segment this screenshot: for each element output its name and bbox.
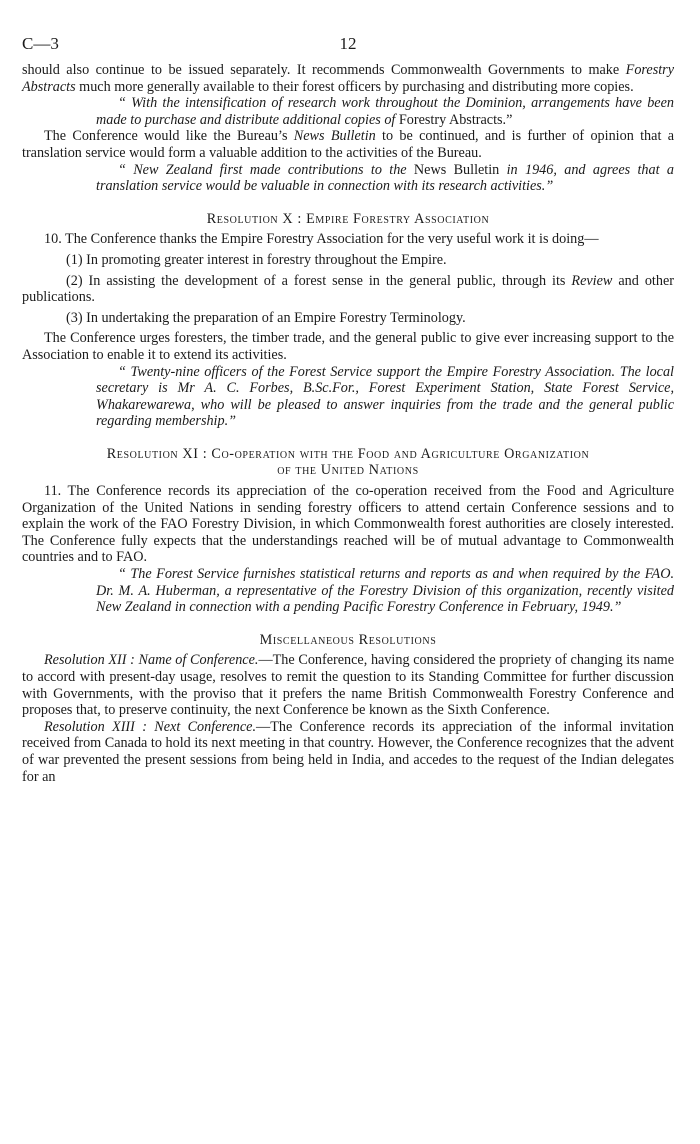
- heading-resolution-xi: [22, 446, 674, 479]
- paragraph-abstracts: should also continue to be issued separately. It recommends Commonwealth Governments to make Forestry Abstracts much more generally available to their forest officers by purchasing and distributing more copies.: [22, 62, 674, 95]
- paragraph-11: 11. The Conference records its appreciation of the co-operation received from the Food and Agriculture Organization of the United Nations in sending forestry officers to attend certain Conference sessions and to explain the work of the FAO Forestry Division, in which Commonwealth forest authorities are closely interested. The Conference fully expects that the understandings reached will be of mutual advantage to Commonwealth countries and to FAO.: [22, 483, 674, 566]
- document-page: [22, 34, 674, 785]
- page-number: 12: [339, 34, 357, 53]
- list-item-1: (1) In promoting greater interest in forestry throughout the Empire.: [66, 251, 447, 268]
- page-header: [22, 34, 674, 62]
- paragraph-news-bulletin: The Conference would like the Bureau’s News Bulletin to be continued, and is further of opinion that a translation service would form a valuable addition to the activities of the Bureau.: [22, 128, 674, 161]
- heading-resolution-xi-line2: of the United Nations: [277, 462, 419, 479]
- list-item-2: (2) In assisting the development of a forest sense in the general public, through its Review and other publications.: [22, 272, 674, 306]
- heading-resolution-xi-line1: Resolution XI : Co-operation with the Food and Agriculture Organization: [106, 445, 590, 462]
- paragraph-10-support: The Conference urges foresters, the timber trade, and the general public to give ever increasing support to the Association to enable it to extend its activities.: [22, 330, 674, 363]
- list-item-3: (3) In undertaking the preparation of an Empire Forestry Terminology.: [66, 309, 466, 326]
- paragraph-13: Resolution XIII : Next Conference.—The Conference records its appreciation of the informal invitation received from Canada to hold its next meeting in that country. However, the Conference recognizes that the advent of war prevented the present sessions from being held in India, and accedes to the request of the Indian delegates for an: [22, 718, 674, 785]
- quote-fao: “ The Forest Service furnishes statistical returns and reports as and when required by the FAO. Dr. M. A. Huberman, a representative of the Forestry Division of this organization, recently visited New Zealand in connection with a pending Pacific Forestry Conference in February, 1949.”: [96, 566, 674, 616]
- heading-resolution-x: Resolution X : Empire Forestry Association: [206, 210, 490, 227]
- quote-forest-service-support: “ Twenty-nine officers of the Forest Service support the Empire Forestry Association. The local secretary is Mr A. C. Forbes, B.Sc.For., Forest Experiment Station, State Forest Service, Whakarewarewa, who will be pleased to answer inquiries from the trade and the general public regarding membership.”: [96, 363, 674, 430]
- quote-abstracts: “ With the intensification of research work throughout the Dominion, arrangements have been made to purchase and distribute additional copies of Forestry Abstracts.”: [96, 95, 674, 128]
- paragraph-12: Resolution XII : Name of Conference.—The Conference, having considered the propriety of changing its name to accord with present-day usage, resolves to remit the question to its Standing Committee for further discussion with Governments, with the proviso that it prefers the name British Commonwealth Forestry Conference and proposes that, to preserve continuity, the next Conference be known as the Sixth Conference.: [22, 652, 675, 719]
- document-code: C—3: [22, 34, 59, 53]
- heading-miscellaneous: Miscellaneous Resolutions: [259, 631, 437, 648]
- paragraph-10: 10. The Conference thanks the Empire Forestry Association for the very useful work it is doing—: [44, 231, 599, 248]
- quote-news-bulletin: “ New Zealand first made contributions to the News Bulletin in 1946, and agrees that a translation service would be valuable in connection with its research activities.”: [96, 161, 674, 195]
